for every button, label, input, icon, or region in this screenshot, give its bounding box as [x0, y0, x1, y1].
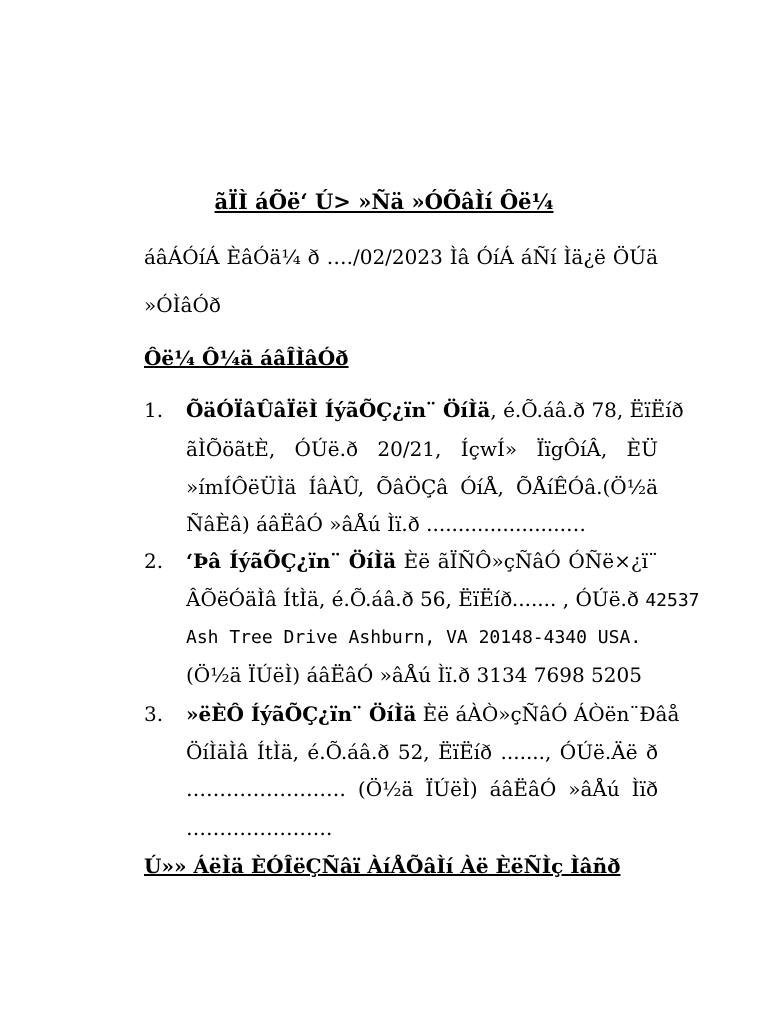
parties-heading: Ôë¼ Ô¼ä áâÎÌâÓð: [144, 346, 349, 370]
item-line: …………………… (Ö½ä ÏÚëÌ) áâËâÓ »âÅú Ìïð: [186, 777, 658, 801]
party-name: ‘Þâ ÍýãÕÇ¿ïn¨ ÖíÌä: [186, 549, 397, 573]
item-number: 3.: [144, 702, 164, 726]
item-line: ………………….: [186, 816, 333, 840]
item-line: [186, 397, 684, 423]
item-number: 1.: [144, 398, 164, 422]
item-line: (Ö½ä ÏÚëÌ) áâËâÓ »âÅú Ìï.ð 3134 7698 5205: [186, 663, 642, 687]
address-line: Ash Tree Drive Ashburn, VA 20148-4340 USA.: [186, 627, 642, 648]
item-text: , é.Õ.áâ.ð 78, ËïËíð: [490, 398, 684, 422]
item-line: »ímÍÔëÜÌä ÍâÀÛ, ÕâÖÇâ ÓíÅ, ÕÅíÊÓâ.(Ö½ä: [186, 475, 658, 499]
item-text: Èë áÀÒ»çÑâÓ ÁÒën¨Ðâå: [416, 702, 680, 726]
party-name: »ëÈÔ ÍýãÕÇ¿ïn¨ ÖíÌä: [186, 702, 417, 726]
footer-heading: Ú»» ÁëÌä ÈÓÎëÇÑâï ÀíÅÕâÌí Àë ÈëÑÌç Ìâñð: [144, 854, 621, 878]
item-line: ÑâÈâ) áâËâÓ »âÅú Ìï.ð ......................…: [186, 512, 586, 536]
item-line: [186, 548, 658, 574]
document-title: ãÏÌ áÕë‘ Ú> »Ñä »ÓÕâÌí Ôë¼: [214, 189, 554, 214]
item-text: ÂÕëÓäÌâ ÍtÌä, é.Õ.áâ.ð 56, ËïËíð....... , ÓÚë.ð: [186, 587, 639, 611]
party-name: ÕäÓÏâÛâÏëÌ ÍýãÕÇ¿ïn¨ ÖíÌä: [186, 398, 491, 422]
intro-line-2: »ÓÌâÓð: [144, 293, 221, 317]
item-line: [186, 701, 680, 727]
item-number: 2.: [144, 549, 164, 573]
address-number: 42537: [645, 590, 700, 611]
intro-line-1: áâÁÓíÁ ÈâÓä¼ ð …./02/2023 Ìâ ÓíÁ áÑí Ìä¿ë ÖÚä: [144, 245, 658, 269]
item-line: ÖíÌäÌâ ÍtÌä, é.Õ.áâ.ð 52, ËïËíð ......., ÓÚë.Äë ð: [186, 740, 658, 764]
item-line: ãÌÕöãtÈ, ÓÚë.ð 20/21, ÍçwÍ» ÏïgÔíÂ, ÈÜ: [186, 437, 658, 461]
item-text: Èë ãÏÑÔ»çÑâÓ ÓÑë×¿ï¨: [396, 549, 658, 573]
item-line: [186, 586, 700, 614]
